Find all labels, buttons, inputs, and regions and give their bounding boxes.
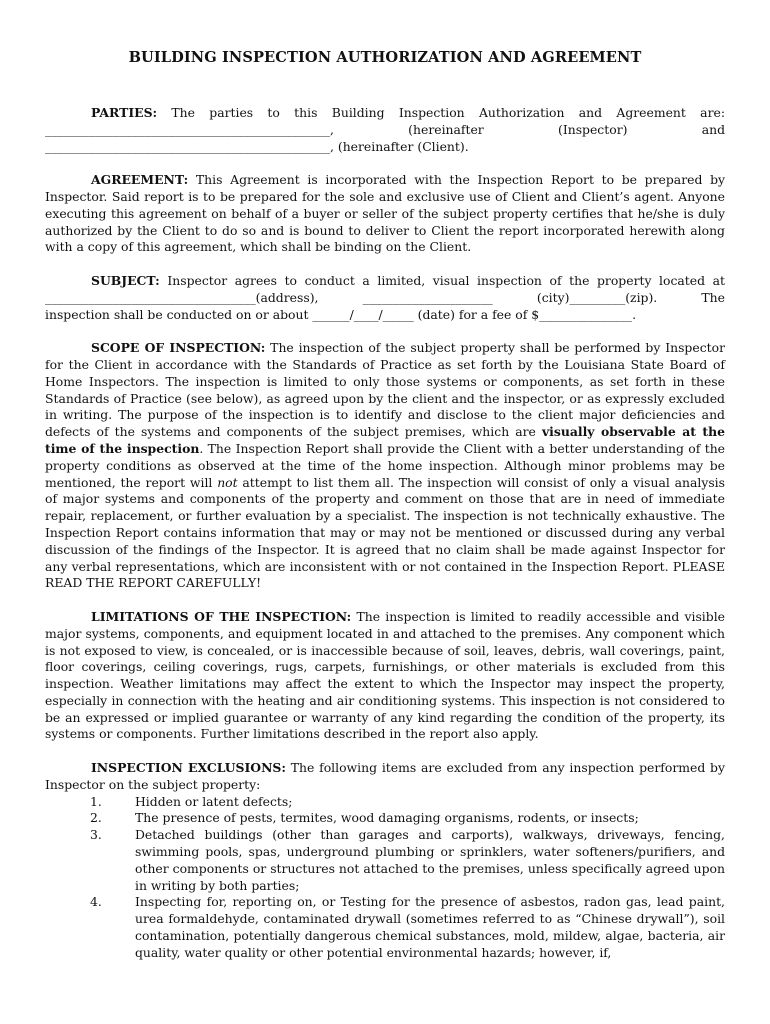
agreement-section — [45, 172, 725, 256]
agreement-text: This Agreement is incorporated with the Inspection Report to be prepared by Inspector. Said report is to be prepared for the sole and exclusive use of Client and Client’s agent. Anyone executing this agreement on behalf of a buyer or seller of the subject property certifies that he/she is duly authorized by the Client to do so and is bound to deliver to Client the report incorporated herewith along with a copy of this agreement, which shall be binding on the Client. — [45, 172, 725, 255]
parties-heading: PARTIES: — [91, 105, 158, 120]
exclusions-intro: The following items are excluded from any inspection performed by Inspector on the subject property: — [45, 760, 725, 792]
exclusions-list — [45, 794, 725, 962]
subject-intro: Inspector agrees to conduct a limited, visual inspection of the property located at — [159, 272, 725, 288]
scope-text-c: attempt to list them all. The inspection will consist of only a visual analysis of major systems and components of the property and comment on those that are in need of immediate repair, replacement, or further evaluation by a specialist. The inspection is not technically exhaustive. The Inspection Report contains information that may or may not be mentioned or discussed during any verbal discussion of the findings of the Inspector. It is agreed that no claim shall be made against Inspector for any verbal representations, which are inconsistent with or not contained in the Inspection Report. PLEASE READ THE REPORT CAREFULLY! — [45, 474, 725, 591]
document-title: BUILDING INSPECTION AUTHORIZATION AND AGREEMENT — [128, 49, 642, 66]
document-body — [45, 105, 725, 962]
subject-date-fee-line: inspection shall be conducted on or about ______/____/_____ (date) for a fee of $_______________. — [45, 306, 637, 322]
scope-heading: SCOPE OF INSPECTION: — [91, 340, 266, 356]
agreement-heading: AGREEMENT: — [91, 172, 189, 188]
subject-heading: SUBJECT: — [91, 272, 160, 288]
list-item — [45, 810, 725, 827]
list-item-number: 1. — [90, 793, 102, 809]
list-item — [45, 827, 725, 894]
parties-section — [45, 105, 725, 155]
list-item — [45, 794, 725, 811]
subject-line-1 — [45, 273, 725, 290]
list-item-text: Detached buildings (other than garages and carports), walkways, driveways, fencing, swimming pools, spas, underground plumbing or sprinklers, water softeners/purifiers, and other components or structures not attached to the premises, unless specifically agreed upon in writing by both parties; — [135, 827, 725, 893]
subject-section — [45, 273, 725, 323]
list-item — [45, 894, 725, 961]
scope-text-a: The inspection of the subject property shall be performed by Inspector for the Client in accordance with the Standards of Practice as set forth by the Louisiana State Board of Home Inspectors. The inspection is limited to only those systems or components, as set forth in these Standards of Practice (see below), as agreed upon by the client and the inspector, or as expressly excluded in writing. The purpose of the inspection is to identify and disclose to the client major deficiencies and defects of the systems and components of the subject premises, which are — [45, 340, 725, 440]
limitations-text: The inspection is limited to readily accessible and visible major systems, components, and equipment located in and attached to the premises. Any component which is not exposed to view, is concealed, or is inaccessible because of soil, leaves, debris, wall coverings, paint, floor coverings, ceiling coverings, rugs, carpets, furnishings, or other materials is excluded from this inspection. Weather limitations may affect the extent to which the Inspector may inspect the property, especially in connection with the heating and air conditioning systems. This inspection is not considered to be an expressed or implied guarantee or warranty of any kind regarding the condition of the property, its systems or components. Further limitations described in the report also apply. — [45, 608, 726, 742]
list-item-text: The presence of pests, termites, wood damaging organisms, rodents, or insects; — [135, 810, 639, 826]
limitations-heading: LIMITATIONS OF THE INSPECTION: — [91, 608, 352, 624]
exclusions-heading: INSPECTION EXCLUSIONS: — [91, 760, 286, 776]
limitations-section — [45, 609, 725, 743]
scope-bold-phrase: visually observable at the time of the inspection — [45, 424, 726, 456]
scope-text-b: . The Inspection Report shall provide the Client with a better understanding of the property conditions as observed at the time of the home inspection. Although minor problems may be mentioned, the report will — [45, 440, 726, 490]
list-item-number: 4. — [90, 894, 102, 910]
list-item-number: 2. — [90, 810, 102, 826]
list-item-text: Inspecting for, reporting on, or Testing for the presence of asbestos, radon gas, lead paint, urea formaldehyde, contaminated drywall (sometimes referred to as “Chinese drywall”), soil contamination, potentially dangerous chemical substances, mold, mildew, algae, bacteria, air quality, water quality or other potential environmental hazards; however, if, — [135, 894, 725, 960]
parties-line-1 — [45, 105, 725, 122]
exclusions-intro-block — [45, 760, 725, 794]
scope-italic-word: not — [217, 474, 238, 490]
exclusions-section — [45, 760, 725, 962]
list-item-number: 3. — [90, 827, 102, 843]
list-item-text: Hidden or latent defects; — [135, 793, 293, 809]
scope-section — [45, 340, 725, 592]
subject-address-line: __________________________________(address), _____________________ (city)_________(zip). The — [45, 289, 725, 305]
parties-client-line: ______________________________________________, (hereinafter (Client). — [45, 138, 469, 154]
parties-inspector-line: ______________________________________________, (hereinafter (Inspector) and — [45, 121, 725, 137]
parties-intro: The parties to this Building Inspection Authorization and Agreement are: — [157, 105, 725, 120]
